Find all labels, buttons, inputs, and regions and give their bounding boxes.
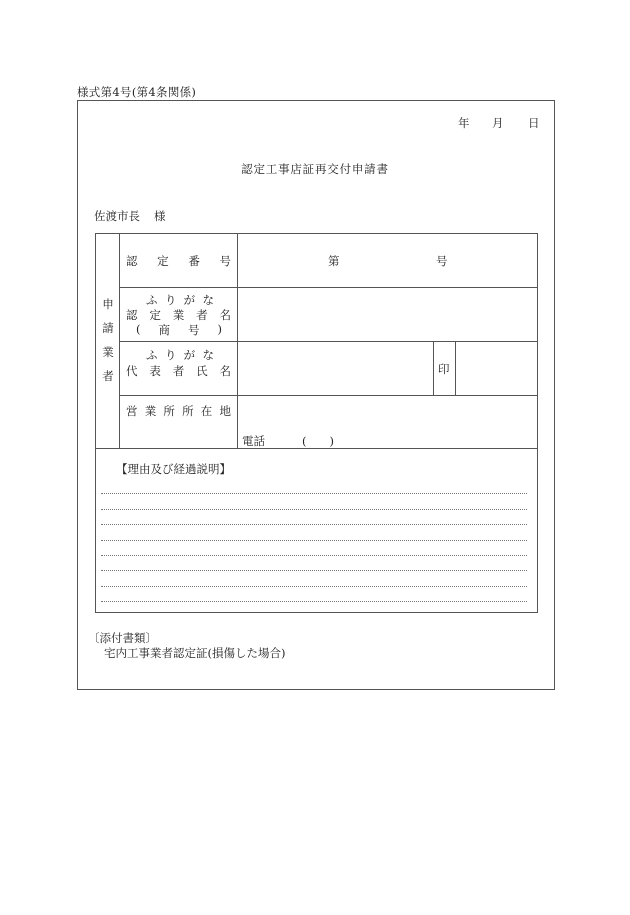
reason-line: [101, 586, 527, 587]
date-month: 月: [492, 116, 504, 130]
attachments-item: 宅内工事業者認定証(損傷した場合): [104, 646, 286, 660]
cert-number-go: 号: [436, 254, 448, 268]
addressee-honorific: 様: [154, 209, 166, 223]
cert-number-label: 認 定 番 号: [126, 254, 231, 268]
reason-line: [101, 555, 527, 556]
reason-line: [101, 493, 527, 494]
reason-line: [101, 601, 527, 602]
cert-number-dai: 第: [328, 254, 340, 268]
business-name-furigana: ふ り が な: [146, 293, 214, 307]
seal-mark: 印: [438, 362, 450, 376]
phone-label: 電話: [242, 434, 265, 448]
phone-paren: ( ): [302, 434, 334, 448]
document-title: 認定工事店証再交付申請書: [241, 162, 389, 176]
reason-line: [101, 540, 527, 541]
reason-label: 【理由及び経過説明】: [116, 462, 231, 476]
attachments-heading: 〔添付書類〕: [88, 631, 157, 645]
addressee-name: 佐渡市長: [94, 209, 140, 223]
rep-name-label: 代 表 者 氏 名: [126, 364, 231, 378]
business-name-label: 認 定 業 者 名: [126, 308, 231, 322]
business-name-sub: ( 商 号 ): [136, 322, 222, 337]
reason-line: [101, 509, 527, 510]
reason-line: [101, 570, 527, 571]
reason-line: [101, 524, 527, 525]
application-table: [95, 233, 538, 613]
applicant-label: 申 請 業 者: [102, 297, 114, 383]
addressee: [94, 208, 166, 224]
rep-name-furigana: ふ り が な: [146, 348, 214, 362]
date-day: 日: [528, 116, 540, 130]
form-number: 様式第4号(第4条関係): [77, 85, 197, 99]
office-label: 営 業 所 所 在 地: [126, 404, 231, 418]
date-year: 年: [458, 116, 470, 130]
